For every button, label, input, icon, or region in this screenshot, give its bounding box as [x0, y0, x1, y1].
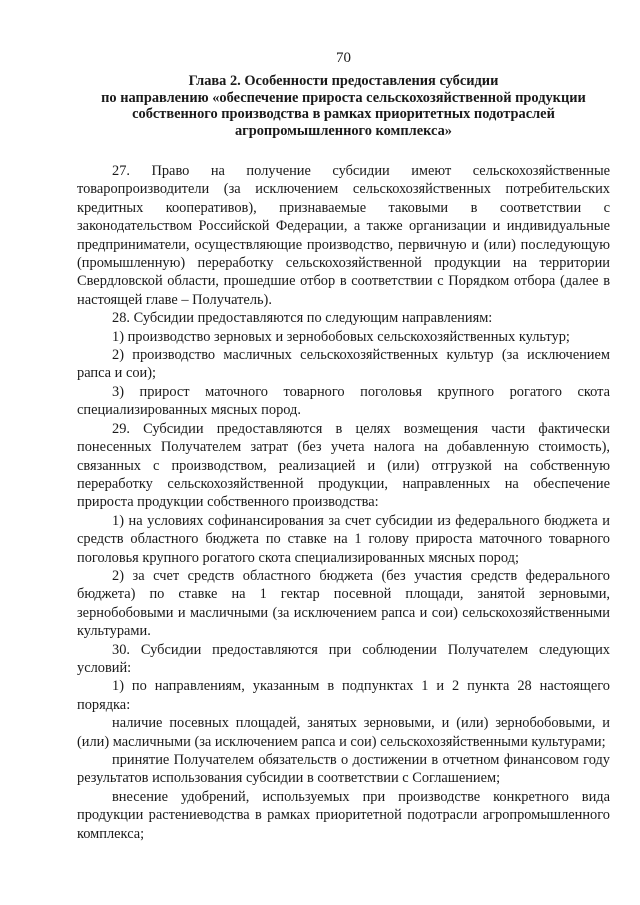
- chapter-heading: [77, 73, 610, 139]
- paragraph-28-item-2: 2) производство масличных сельскохозяйственных культур (за исключением рапса и сои);: [77, 347, 610, 382]
- paragraph-30: 30. Субсидии предоставляются при соблюдении Получателем следующих условий:: [77, 641, 610, 676]
- heading-line: собственного производства в рамках приоритетных подотраслей: [132, 106, 555, 122]
- paragraph-29-item-2: 2) за счет средств областного бюджета (без участия средств федерального бюджета) по ставке на 1 гектар посевной площади, занятой зерновыми, зернобобовыми и масличными (за исключением рапса и сои) сельскохозяйственными культурами.: [77, 567, 610, 640]
- paragraph-30-item-1: 1) по направлениям, указанным в подпунктах 1 и 2 пункта 28 настоящего порядка:: [77, 678, 610, 713]
- paragraph-28: 28. Субсидии предоставляются по следующим направлениям:: [112, 310, 493, 327]
- paragraph-28-item-1: 1) производство зерновых и зернобобовых сельскохозяйственных культур;: [112, 328, 570, 345]
- condition-fertilizers: внесение удобрений, используемых при производстве конкретного вида продукции растениеводства в рамках приоритетной подотрасли агропромышленного комплекса;: [77, 788, 610, 842]
- paragraph-29: 29. Субсидии предоставляются в целях возмещения части фактически понесенных Получателем затрат (без учета налога на добавленную стоимость), связанных с производством, реализацией и (или) отгрузкой на собственную переработку сельскохозяйственной продукции, направленных на обеспечение прироста продукции собственного производства:: [77, 420, 610, 511]
- paragraph-29-item-1: 1) на условиях софинансирования за счет субсидии из федерального бюджета и средств областного бюджета по ставке на 1 голову прироста маточного товарного поголовья крупного рогатого скота специализированных мясных пород;: [77, 512, 610, 566]
- page-number: 70: [336, 50, 351, 66]
- paragraph-28-item-3: 3) прирост маточного товарного поголовья крупного рогатого скота специализированных мясных пород.: [77, 383, 610, 419]
- body-text: [77, 162, 610, 843]
- heading-line: по направлению «обеспечение прироста сельскохозяйственной продукции: [101, 89, 586, 106]
- condition-sown-areas: наличие посевных площадей, занятых зерновыми, и (или) зернобобовыми, и (или) масличными (за исключением рапса и сои) сельскохозяйственными культурами;: [77, 715, 610, 750]
- heading-line: Глава 2. Особенности предоставления субсидии: [188, 73, 499, 89]
- paragraph-27: 27. Право на получение субсидии имеют сельскохозяйственные товаропроизводители (за исключением сельскохозяйственных потребительских кредитных кооперативов), признаваемые таковыми в соответствии с законодательством Российской Федерации, а также организации и индивидуальные предприниматели, осуществляющие производство, первичную и (или) последующую (промышленную) переработку сельскохозяйственной продукции на территории Свердловской области, прошедшие отбор в соответствии с Порядком отбора (далее в настоящей главе – Получатель).: [77, 163, 610, 308]
- condition-obligations: принятие Получателем обязательств о достижении в отчетном финансовом году результатов использования субсидии в соответствии с Соглашением;: [77, 752, 610, 787]
- heading-line: агропромышленного комплекса»: [234, 122, 452, 139]
